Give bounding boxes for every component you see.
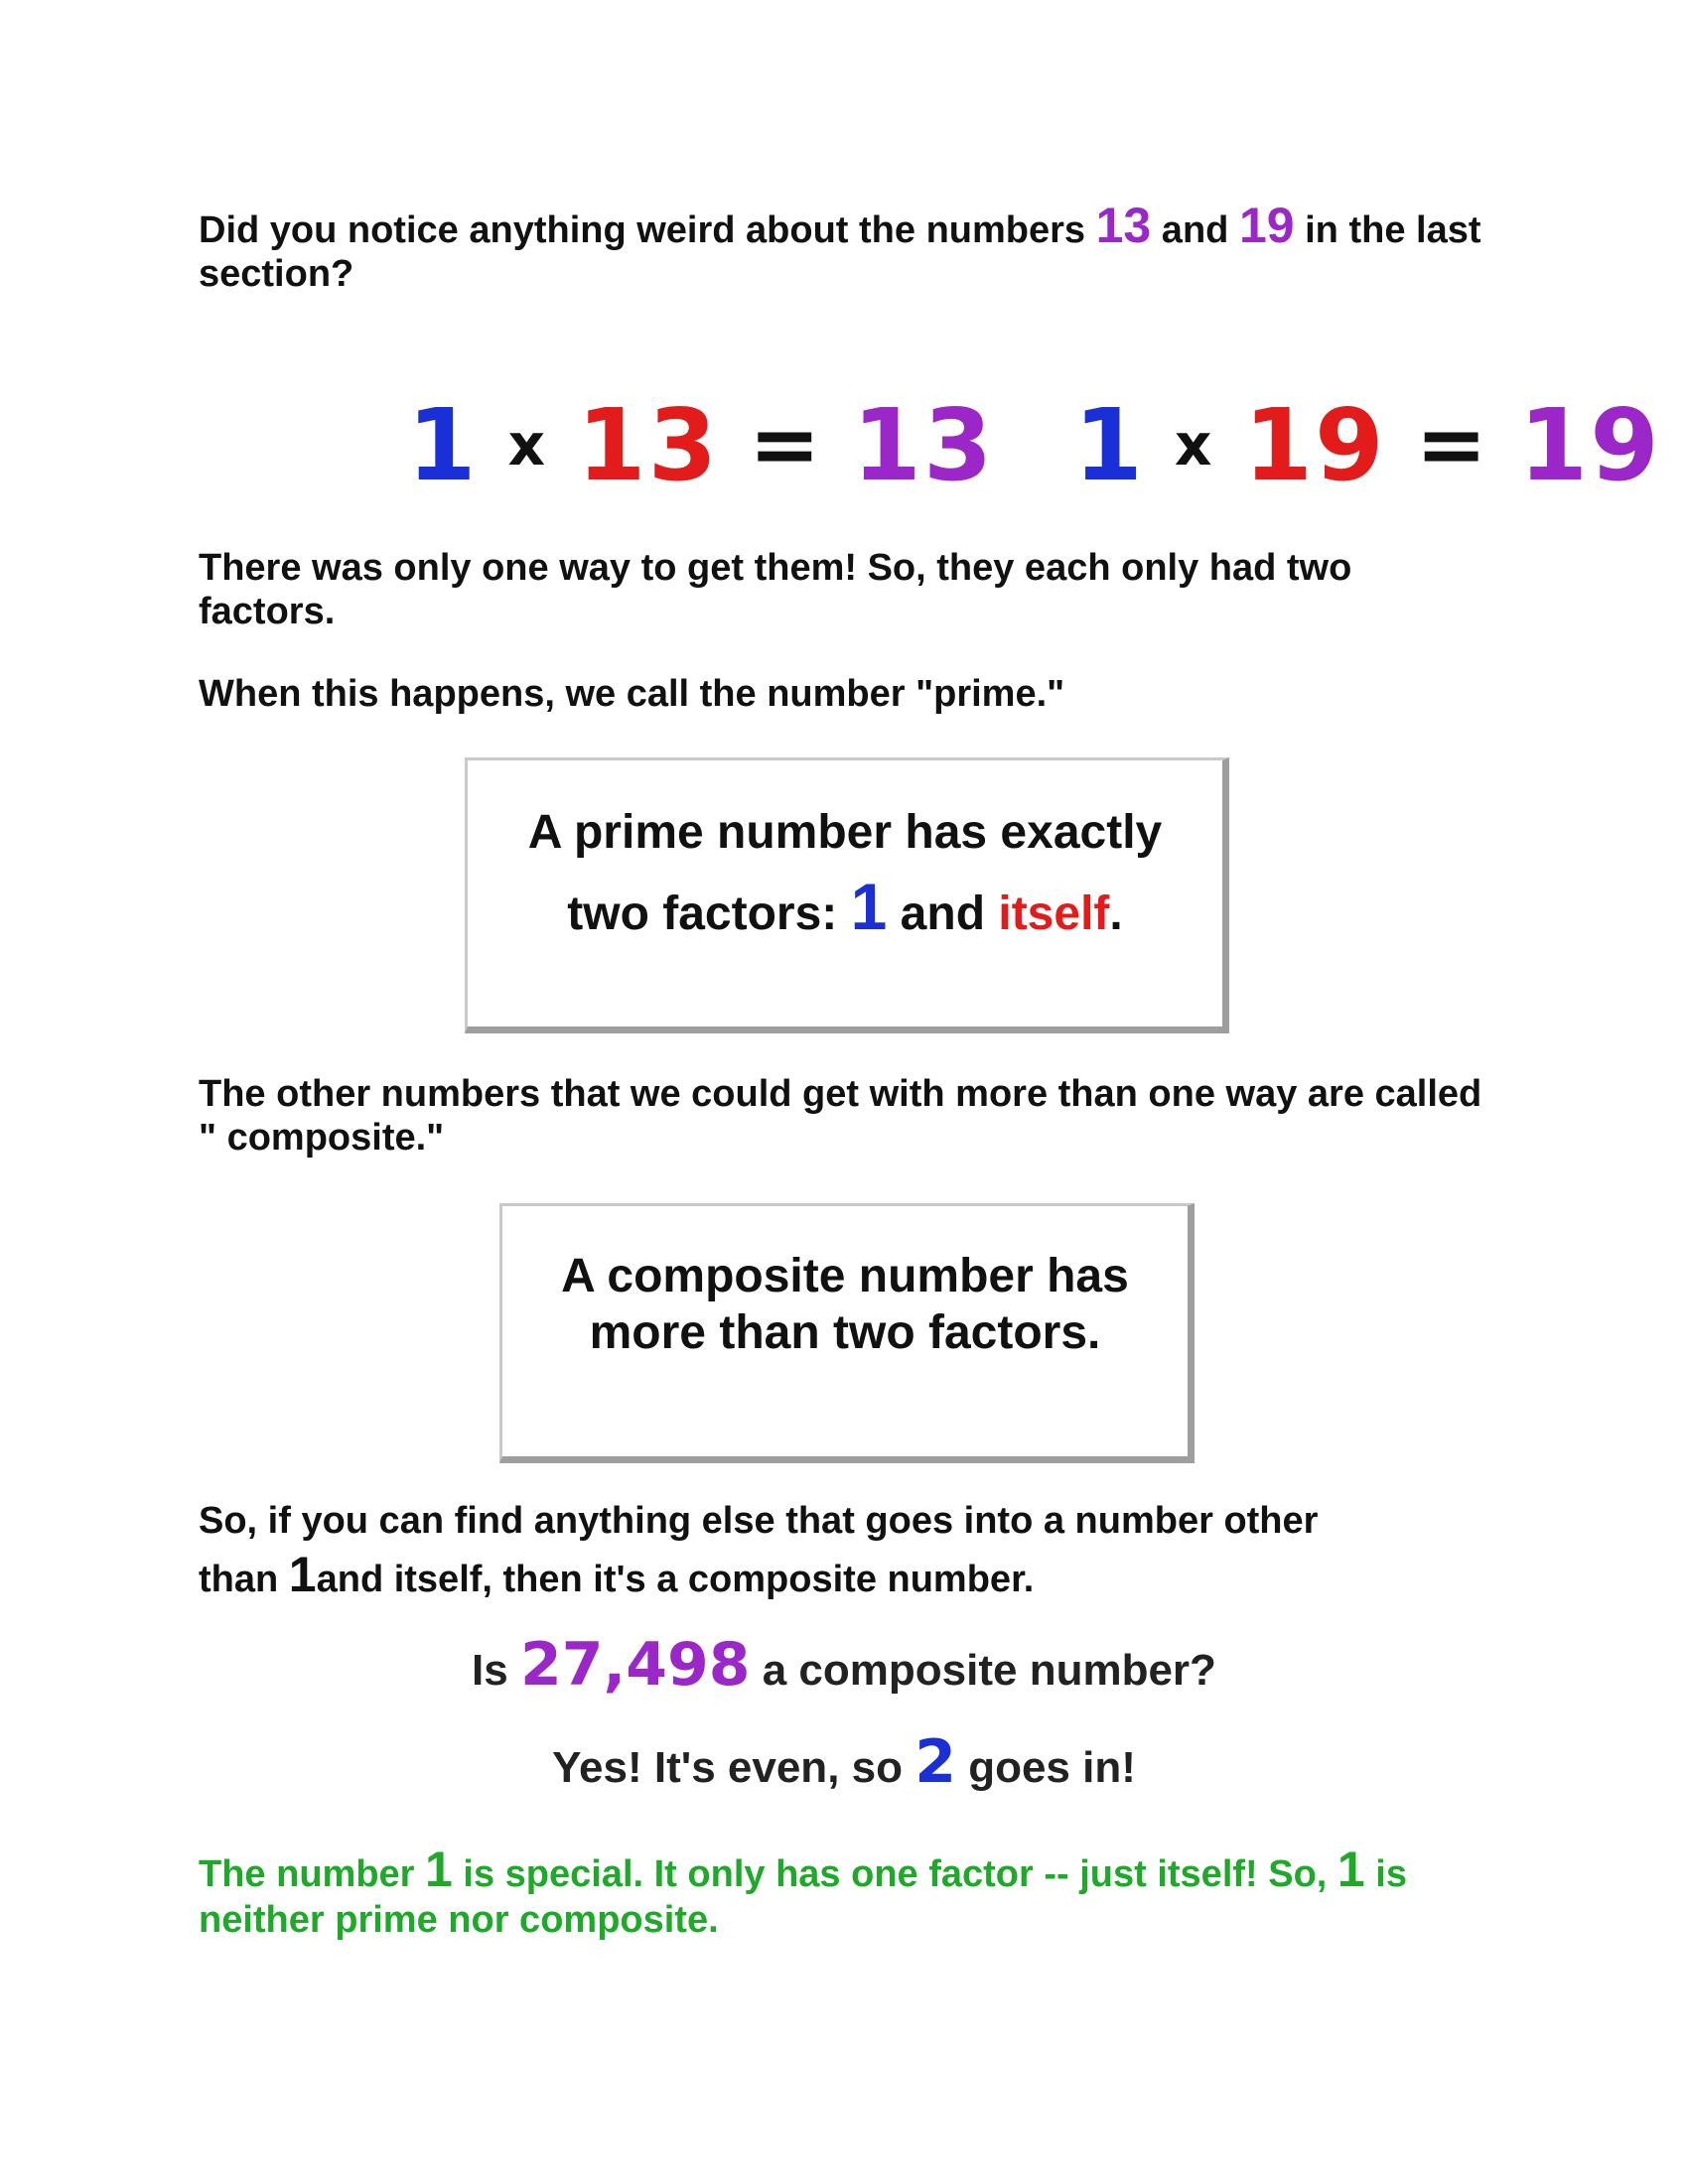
- find-text-rest: and itself, then it's a composite number.: [316, 1559, 1035, 1600]
- equation-13-times: x: [507, 411, 548, 478]
- equation-19-result: 19: [1518, 386, 1661, 503]
- equation-13-one: 1: [407, 386, 479, 503]
- equation-13-factor: 13: [577, 386, 720, 503]
- equation-13-result: 13: [852, 386, 995, 503]
- find-paragraph: [199, 1494, 1509, 1606]
- find-text-than: than: [199, 1559, 289, 1600]
- answer-number-two: 2: [914, 1727, 956, 1797]
- special-number-one-a: 1: [425, 1842, 453, 1897]
- special-text-a: The number: [199, 1853, 426, 1895]
- composite-call-paragraph: The other numbers that we could get with more than one way are called " composite.": [199, 1073, 1482, 1159]
- prime-definition-line2: [468, 870, 1222, 951]
- intro-text-3: in the last section?: [199, 209, 1481, 295]
- special-number-one-b: 1: [1336, 1842, 1365, 1897]
- special-text-c: is neither prime nor composite.: [199, 1853, 1407, 1941]
- intro-text-2: and: [1151, 209, 1239, 251]
- composite-definition-line2: more than two factors.: [589, 1306, 1101, 1359]
- intro-text-1: Did you notice anything weird about the numbers: [199, 209, 1096, 251]
- answer-text-b: goes in!: [955, 1743, 1136, 1792]
- factor-equations: [407, 385, 1661, 504]
- equation-19-one: 1: [1073, 386, 1146, 503]
- intro-number-19: 19: [1238, 198, 1295, 253]
- intro-paragraph: [199, 198, 1509, 296]
- prime-definition-box: [465, 757, 1229, 1033]
- composite-definition-box: [499, 1203, 1195, 1463]
- prime-definition-two-factors: two factors:: [567, 887, 851, 940]
- composite-definition-line1: A composite number has: [561, 1250, 1129, 1302]
- find-number-one: 1: [288, 1547, 317, 1602]
- equation-19: [1073, 387, 1660, 503]
- intro-number-13: 13: [1095, 198, 1152, 253]
- prime-definition-line1: A prime number has exactly: [527, 806, 1163, 859]
- question-text-is: Is: [472, 1646, 520, 1695]
- prime-definition-period: .: [1109, 887, 1123, 940]
- prime-definition-and: and: [887, 887, 999, 940]
- answer-text-a: Yes! It's even, so: [552, 1743, 915, 1792]
- question-number: 27,498: [519, 1630, 751, 1700]
- equation-13: [407, 387, 994, 503]
- equation-19-factor: 19: [1243, 386, 1386, 503]
- prime-definition-itself: itself: [998, 887, 1110, 940]
- find-line1: So, if you can find anything else that goes into a number other: [199, 1500, 1319, 1542]
- special-text-b: is special. It only has one factor -- just itself! So,: [452, 1853, 1337, 1895]
- composite-answer: [0, 1727, 1688, 1797]
- question-text-rest: a composite number?: [750, 1646, 1216, 1695]
- prime-definition-one: 1: [850, 870, 888, 943]
- composite-question: [0, 1630, 1688, 1700]
- equation-19-equals: =: [1415, 395, 1489, 494]
- equation-19-times: x: [1175, 411, 1214, 478]
- special-one-paragraph: [199, 1842, 1489, 1943]
- equation-13-equals: =: [749, 395, 823, 494]
- prime-call-paragraph: When this happens, we call the number "prime.": [199, 673, 1065, 715]
- only-one-way-paragraph: There was only one way to get them! So, they each only had two factors.: [199, 547, 1352, 632]
- find-line2: [199, 1548, 1509, 1606]
